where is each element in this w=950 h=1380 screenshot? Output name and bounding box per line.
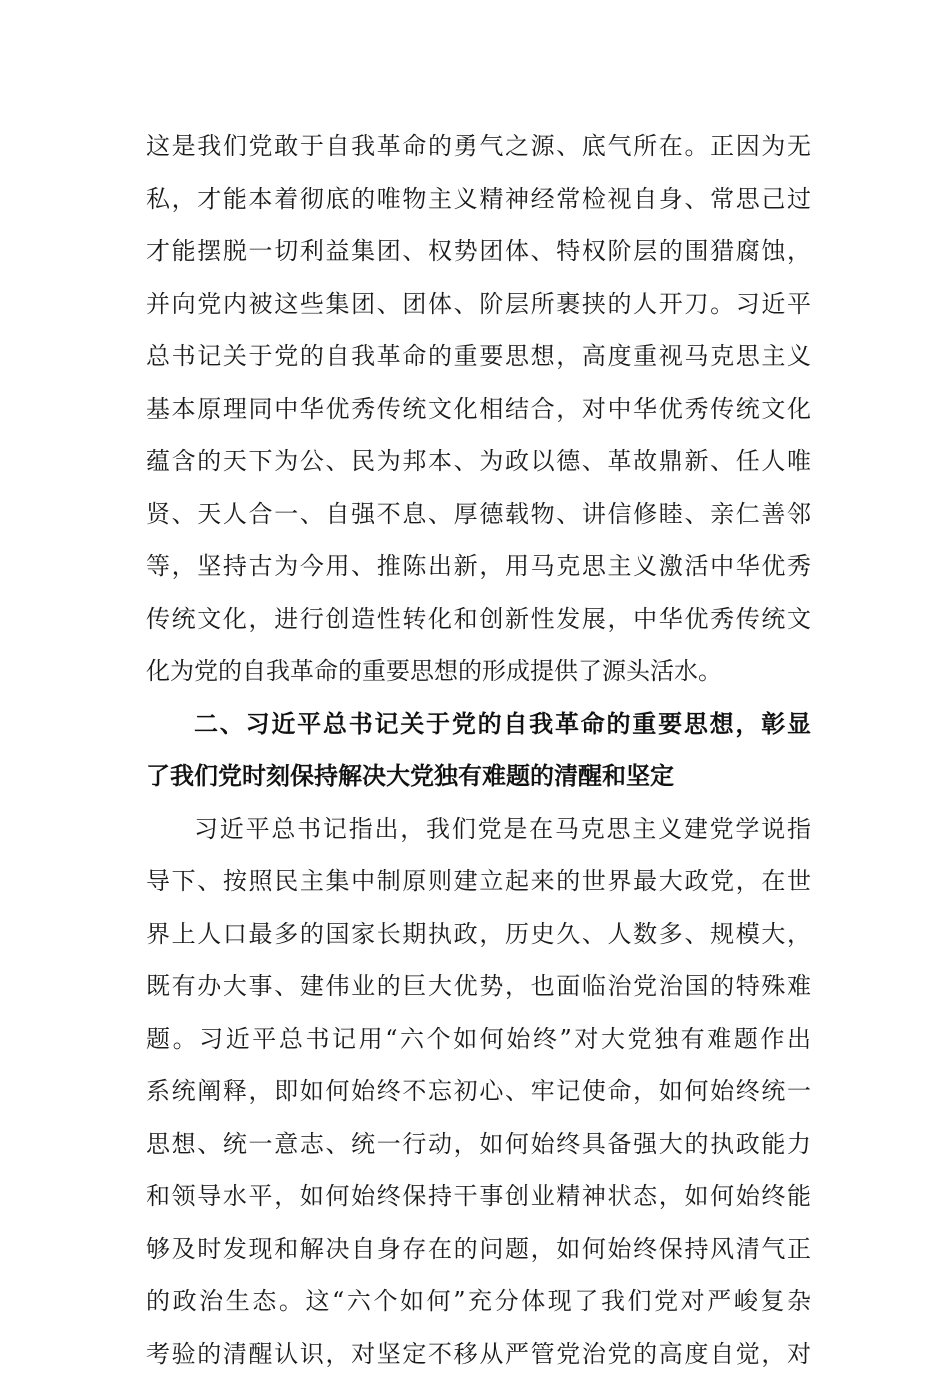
paragraph-line: 并向党内被这些集团、团体、阶层所裹挟的人开刀。习近平 bbox=[146, 278, 811, 331]
paragraph-line: 基本原理同中华优秀传统文化相结合，对中华优秀传统文化 bbox=[146, 383, 811, 436]
paragraph-line: 等，坚持古为今用、推陈出新，用马克思主义激活中华优秀 bbox=[146, 540, 811, 593]
paragraph-line: 贤、天人合一、自强不息、厚德载物、讲信修睦、亲仁善邻 bbox=[146, 488, 811, 541]
paragraph-line: 化为党的自我革命的重要思想的形成提供了源头活水。 bbox=[146, 645, 811, 698]
paragraph-line: 蕴含的天下为公、民为邦本、为政以德、革故鼎新、任人唯 bbox=[146, 435, 811, 488]
paragraph-line: 私，才能本着彻底的唯物主义精神经常检视自身、常思己过 bbox=[146, 173, 811, 226]
paragraph-line: 传统文化，进行创造性转化和创新性发展，中华优秀传统文 bbox=[146, 593, 811, 646]
heading-line: 了我们党时刻保持解决大党独有难题的清醒和坚定 bbox=[146, 750, 811, 803]
paragraph-line: 考验的清醒认识，对坚定不移从严管党治党的高度自觉，对 bbox=[146, 1328, 811, 1380]
paragraph-line: 才能摆脱一切利益集团、权势团体、特权阶层的围猎腐蚀， bbox=[146, 225, 811, 278]
paragraph-line: 的政治生态。这“六个如何”充分体现了我们党对严峻复杂 bbox=[146, 1275, 811, 1328]
paragraph-line: 总书记关于党的自我革命的重要思想，高度重视马克思主义 bbox=[146, 330, 811, 383]
paragraph-line: 这是我们党敢于自我革命的勇气之源、底气所在。正因为无 bbox=[146, 120, 811, 173]
paragraph-1 bbox=[146, 120, 811, 698]
paragraph-line: 习近平总书记指出，我们党是在马克思主义建党学说指 bbox=[146, 803, 811, 856]
paragraph-line: 够及时发现和解决自身存在的问题，如何始终保持风清气正 bbox=[146, 1223, 811, 1276]
paragraph-2 bbox=[146, 803, 811, 1380]
paragraph-line: 导下、按照民主集中制原则建立起来的世界最大政党，在世 bbox=[146, 855, 811, 908]
paragraph-line: 界上人口最多的国家长期执政，历史久、人数多、规模大， bbox=[146, 908, 811, 961]
heading-line: 二、习近平总书记关于党的自我革命的重要思想，彰显 bbox=[146, 698, 811, 751]
paragraph-line: 和领导水平，如何始终保持干事创业精神状态，如何始终能 bbox=[146, 1170, 811, 1223]
paragraph-line: 既有办大事、建伟业的巨大优势，也面临治党治国的特殊难 bbox=[146, 960, 811, 1013]
paragraph-line: 思想、统一意志、统一行动，如何始终具备强大的执政能力 bbox=[146, 1118, 811, 1171]
paragraph-line: 系统阐释，即如何始终不忘初心、牢记使命，如何始终统一 bbox=[146, 1065, 811, 1118]
paragraph-line: 题。习近平总书记用“六个如何始终”对大党独有难题作出 bbox=[146, 1013, 811, 1066]
section-heading bbox=[146, 698, 811, 803]
document-body bbox=[146, 120, 811, 1380]
